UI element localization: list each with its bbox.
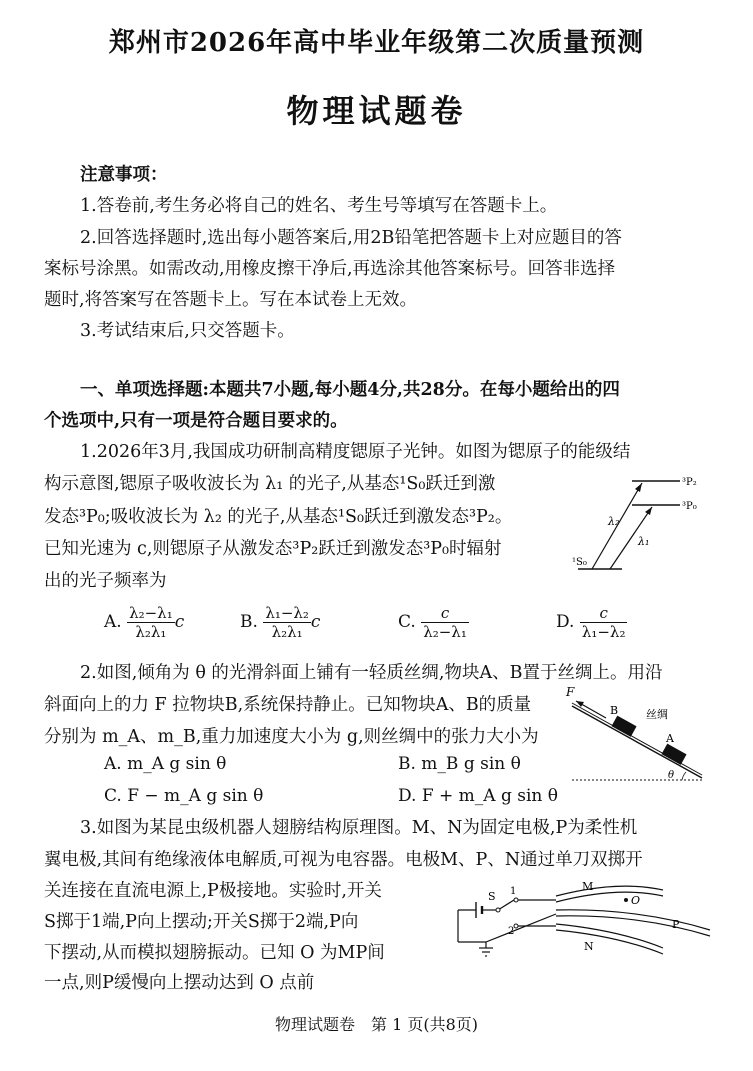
notice-item-2-line-1: 2.回答选择题时,选出每小题答案后,用2B铅笔把答题卡上对应题目的答 [80, 228, 622, 248]
option-c-denominator: λ₂−λ₁ [423, 623, 467, 641]
q1-line-4: 已知光速为 c,则锶原子从激发态³P₂跃迁到激发态³P₀时辐射 [44, 539, 502, 559]
q3-line-2: 翼电极,其间有绝缘液体电解质,可视为电容器。电极M、P、N通过单刀双掷开 [44, 850, 643, 870]
q2-line-3: 分别为 m_A、m_B,重力加速度大小为 g,则丝绸中的张力大小为 [44, 727, 539, 747]
incline-diagram [562, 684, 712, 784]
option-d-numerator: c [580, 604, 628, 623]
q3-line-4: S掷于1端,P向上摆动;开关S掷于2端,P向 [44, 912, 359, 932]
level-3p0-label: ³P₀ [682, 501, 697, 512]
page-footer: 物理试题卷 第 1 页(共8页) [274, 1015, 479, 1034]
q2-option-d[interactable]: D. F + m_A g sin θ [398, 786, 559, 806]
option-b-denominator: λ₂λ₁ [271, 623, 303, 641]
level-3p2-label: ³P₂ [682, 477, 697, 488]
q1-option-a[interactable] [104, 604, 184, 641]
q1-option-c[interactable] [398, 604, 469, 641]
section-heading-line-2: 个选项中,只有一项是符合题目要求的。 [44, 411, 348, 431]
point-o-label: O [631, 894, 641, 907]
q3-line-5: 下摆动,从而模拟翅膀振动。已知 O 为MP间 [44, 943, 385, 963]
option-d-denominator: λ₁−λ₂ [581, 623, 626, 641]
electrode-p-label: P [672, 918, 680, 931]
section-heading-line-1: 一、单项选择题:本题共7小题,每小题4分,共28分。在每小题给出的四 [80, 380, 620, 400]
q1-option-d[interactable] [556, 604, 627, 641]
q2-line-2: 斜面向上的力 F 拉物块B,系统保持静止。已知物块A、B的质量 [44, 695, 532, 715]
block-b-label: B [610, 704, 619, 717]
q2-option-a[interactable]: A. m_A g sin θ [104, 754, 227, 774]
q2-line-1: 2.如图,倾角为 θ 的光滑斜面上铺有一轻质丝绸,物块A、B置于丝绸上。用沿 [80, 663, 663, 683]
option-b-label: B. [240, 612, 258, 632]
q1-line-3: 发态³P₀;吸收波长为 λ₂ 的光子,从基态¹S₀跃迁到激发态³P₂。 [44, 507, 513, 527]
option-d-fraction [580, 604, 628, 641]
notice-item-1: 1.答卷前,考生务必将自己的姓名、考生号等填写在答题卡上。 [80, 196, 558, 216]
notice-heading: 注意事项： [80, 165, 168, 185]
switch-s-label: S [488, 890, 496, 903]
option-a-numerator: λ₂−λ₁ [129, 604, 173, 622]
option-a-fraction [127, 604, 175, 641]
option-a-label: A. [104, 612, 122, 632]
q3-line-1: 3.如图为某昆虫级机器人翅膀结构原理图。M、N为固定电极,P为柔性机 [80, 818, 638, 838]
option-c-fraction [421, 604, 469, 641]
lambda2-label: λ₂ [608, 515, 620, 528]
option-c-label: C. [398, 612, 416, 632]
lambda1-label: λ₁ [638, 535, 650, 548]
option-d-label: D. [556, 612, 575, 632]
energy-level-diagram [560, 465, 710, 583]
terminal-2-label: 2 [508, 926, 515, 937]
notice-item-2-line-2: 案标号涂黑。如需改动,用橡皮擦干净后,再选涂其他答案标号。回答非选择 [44, 259, 616, 279]
q1-option-b[interactable] [240, 604, 320, 641]
electrode-n-label: N [584, 940, 594, 953]
terminal-1-label: 1 [510, 886, 517, 897]
option-c-numerator: c [421, 604, 469, 623]
q2-option-b[interactable]: B. m_B g sin θ [398, 754, 521, 774]
notice-item-2-line-3: 题时,将答案写在答题卡上。写在本试卷上无效。 [44, 290, 418, 310]
electrode-m-label: M [582, 880, 594, 893]
q2-option-c[interactable]: C. F − m_A g sin θ [104, 786, 264, 806]
q1-line-2: 构示意图,锶原子吸收波长为 λ₁ 的光子,从基态¹S₀跃迁到激 [44, 474, 496, 494]
paper-title: 物理试题卷 [286, 92, 467, 130]
silk-label: 丝绸 [646, 708, 668, 721]
level-1s0-label: ¹S₀ [572, 557, 587, 568]
option-a-suffix: c [174, 612, 185, 632]
q3-line-3: 关连接在直流电源上,P极接地。实验时,开关 [44, 881, 382, 901]
option-a-denominator: λ₂λ₁ [135, 623, 167, 641]
angle-theta-label: θ [668, 770, 675, 781]
notice-item-3: 3.考试结束后,只交答题卡。 [80, 321, 295, 341]
block-a-label: A [666, 732, 674, 745]
option-b-fraction [263, 604, 311, 641]
option-b-suffix: c [310, 612, 321, 632]
wing-circuit-diagram [448, 870, 723, 970]
force-f-label: F [566, 685, 575, 699]
q1-line-5: 出的光子频率为 [44, 571, 167, 591]
q3-line-6: 一点,则P缓慢向上摆动达到 O 点前 [44, 973, 315, 993]
option-b-numerator: λ₁−λ₂ [265, 604, 309, 622]
exam-title: 郑州市2026年高中毕业年级第二次质量预测 [108, 28, 645, 58]
q1-line-1: 1.2026年3月,我国成功研制高精度锶原子光钟。如图为锶原子的能级结 [80, 442, 631, 462]
